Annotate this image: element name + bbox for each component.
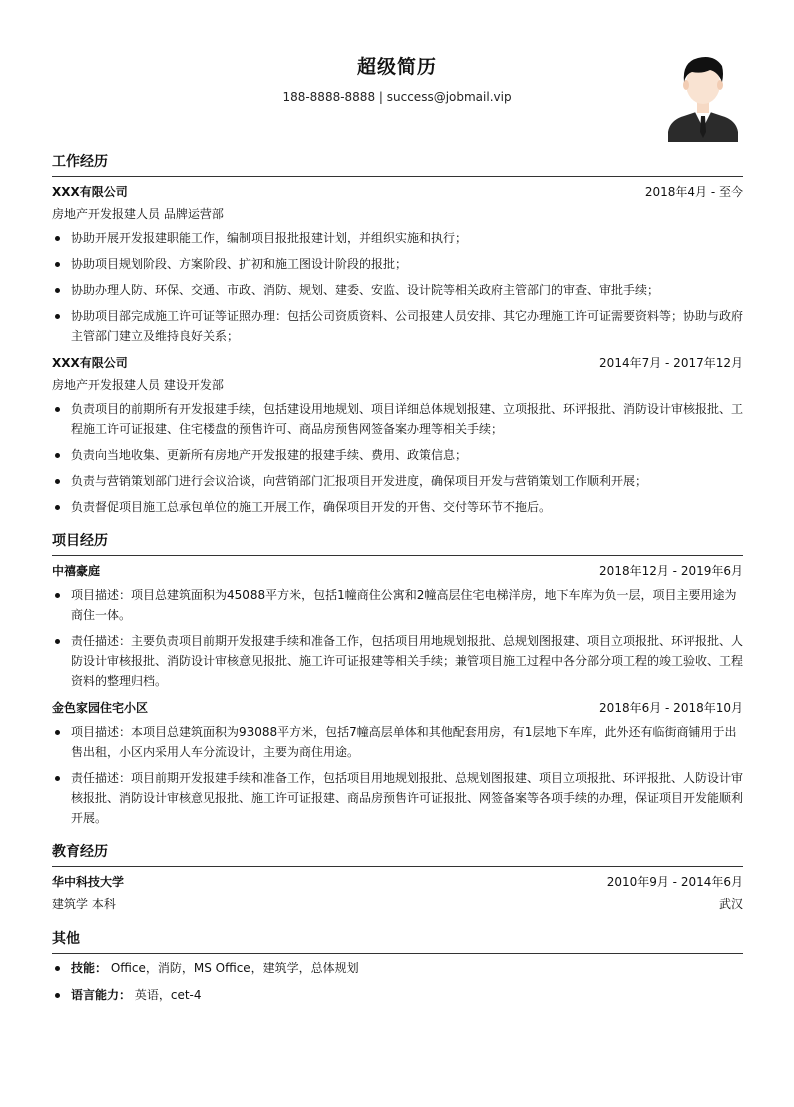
education-major: 建筑学 本科 xyxy=(52,897,116,911)
company-name: XXX有限公司 xyxy=(52,185,128,199)
list-item: 协助开展开发报建职能工作，编制项目报批报建计划，并组织实施和执行； xyxy=(52,228,743,248)
list-item: 负责督促项目施工总承包单位的施工开展工作，确保项目开发的开售、交付等环节不拖后。 xyxy=(52,497,743,517)
list-item: 协助项目规划阶段、方案阶段、扩初和施工图设计阶段的报批； xyxy=(52,254,743,274)
work-date: 2018年4月 - 至今 xyxy=(644,185,743,199)
list-item: 项目描述：项目总建筑面积为45088平方米，包括1幢商住公寓和2幢高层住宅电梯洋房，地下车库为负一层，项目主要用途为商住一体。 xyxy=(52,585,743,625)
work-role-row xyxy=(52,374,743,396)
resume-title: 超级简历 xyxy=(356,56,437,78)
education-date: 2010年9月 - 2014年6月 xyxy=(606,875,743,889)
work-role: 房地产开发报建人员 建设开发部 xyxy=(52,378,224,392)
project-entry-header xyxy=(52,697,743,719)
list-item: 责任描述：主要负责项目前期开发报建手续和准备工作，包括项目用地规划报批、总规划图报建、项目立项报批、环评报批、人防设计审核报批、消防设计审核意见报批、施工许可证报建等相关手续；兼管项目施工过程中各分部分项工程的竣工验收、工程资料的整理归档。 xyxy=(52,631,743,691)
list-item: 协助项目部完成施工许可证等证照办理：包括公司资质资料、公司报建人员安排、其它办理施工许可证需要资料等；协助与政府主管部门建立及维持良好关系； xyxy=(52,306,743,346)
project-date: 2018年6月 - 2018年10月 xyxy=(599,701,743,715)
work-entry-header xyxy=(52,181,743,203)
language-value: 英语，cet-4 xyxy=(134,988,202,1002)
other-section xyxy=(52,929,743,1005)
contact-info: 188-8888-8888 | success@jobmail.vip xyxy=(282,90,512,104)
work-role-row xyxy=(52,203,743,225)
project-name: 金色家园住宅小区 xyxy=(52,701,149,715)
resume-content xyxy=(52,152,743,1019)
education-detail-row xyxy=(52,893,743,915)
work-bullet-list xyxy=(52,228,743,346)
person-avatar-icon xyxy=(666,52,740,142)
project-date: 2018年12月 - 2019年6月 xyxy=(599,564,743,578)
education-entry-header xyxy=(52,871,743,893)
list-item: 协助办理人防、环保、交通、市政、消防、规划、建委、安监、设计院等相关政府主管部门的审查、审批手续； xyxy=(52,280,743,300)
work-bullet-list xyxy=(52,399,743,517)
list-item: 责任描述：项目前期开发报建手续和准备工作，包括项目用地规划报批、总规划图报建、项目立项报批、环评报批、人防设计审核报批、消防设计审核意见报批、施工许可证报建、商品房预售许可证报批、网签备案等各项手续的办理，保证项目开发能顺利开展。 xyxy=(52,768,743,828)
list-item xyxy=(52,958,743,978)
language-label: 语言能力： xyxy=(71,988,132,1002)
education-section xyxy=(52,842,743,915)
project-experience-section xyxy=(52,531,743,828)
education-city: 武汉 xyxy=(718,897,743,911)
list-item: 项目描述：本项目总建筑面积为93088平方米，包括7幢高层单体和其他配套用房，有1层地下车库，此外还有临街商铺用于出售出租，小区内采用人车分流设计，主要为商住用途。 xyxy=(52,722,743,762)
school-name: 华中科技大学 xyxy=(52,875,125,889)
section-title-projects: 项目经历 xyxy=(52,531,743,556)
skills-label: 技能： xyxy=(71,961,108,975)
project-entry-header xyxy=(52,560,743,582)
work-role: 房地产开发报建人员 品牌运营部 xyxy=(52,207,224,221)
project-name: 中禧豪庭 xyxy=(52,564,101,578)
work-entry-header xyxy=(52,352,743,374)
other-bullet-list xyxy=(52,958,743,1005)
work-experience-section xyxy=(52,152,743,517)
list-item: 负责项目的前期所有开发报建手续，包括建设用地规划、项目详细总体规划报建、立项报批、环评报批、消防设计审核报批、工程施工许可证报建、住宅楼盘的预售许可、商品房预售网签备案办理等相关手续； xyxy=(52,399,743,439)
section-title-other: 其他 xyxy=(52,929,743,954)
skills-value: Office，消防，MS Office，建筑学，总体规划 xyxy=(110,961,359,975)
list-item: 负责向当地收集、更新所有房地产开发报建的报建手续、费用、政策信息； xyxy=(52,445,743,465)
section-title-education: 教育经历 xyxy=(52,842,743,867)
project-bullet-list xyxy=(52,585,743,691)
project-bullet-list xyxy=(52,722,743,828)
company-name: XXX有限公司 xyxy=(52,356,128,370)
list-item xyxy=(52,985,743,1005)
work-date: 2014年7月 - 2017年12月 xyxy=(599,356,743,370)
list-item: 负责与营销策划部门进行会议洽谈，向营销部门汇报项目开发进度，确保项目开发与营销策划工作顺利开展； xyxy=(52,471,743,491)
section-title-work: 工作经历 xyxy=(52,152,743,177)
